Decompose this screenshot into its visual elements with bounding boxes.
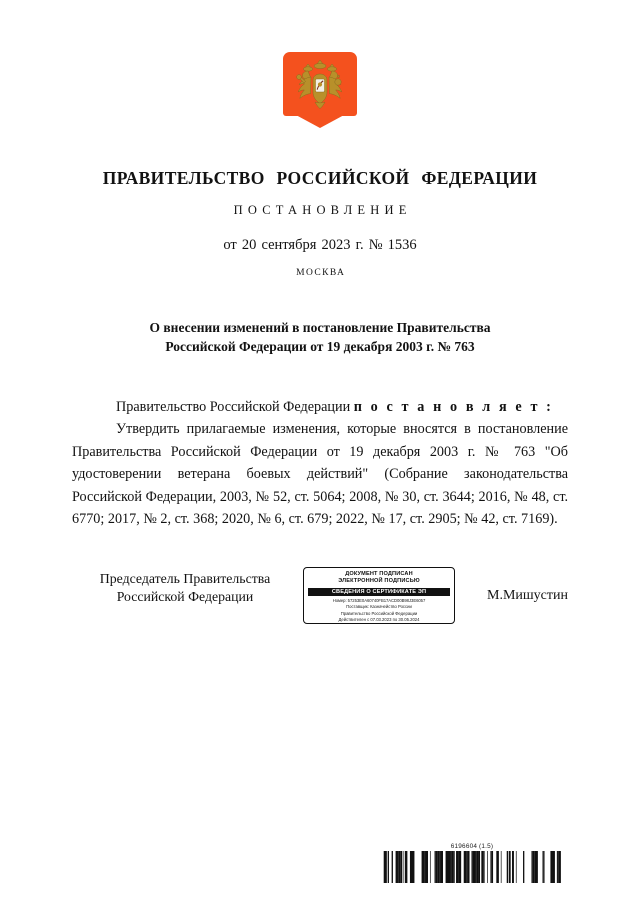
document-city: МОСКВА [296, 268, 346, 278]
stamp-certificate-bar: СВЕДЕНИЯ О СЕРТИФИКАТЕ ЭП [308, 588, 450, 597]
stamp-certificate-owner: Правительство Российской Федерации [340, 610, 418, 616]
page-title: ПРАВИТЕЛЬСТВО РОССИЙСКОЙ ФЕДЕРАЦИИ [102, 168, 538, 188]
stamp-certificate-validity: Действителен с 07.03.2023 по 30.05.2024 [338, 617, 420, 623]
document-body [72, 396, 568, 530]
signer-title-line-2: Российской Федерации [116, 589, 254, 604]
subject-line-1: О внесении изменений в постановление Правительства [149, 320, 491, 335]
subject-line-2: Российской Федерации от 19 декабря 2003 г. № 763 [165, 339, 475, 354]
stamp-certificate-details [304, 596, 454, 623]
document-kind: ПОСТАНОВЛЕНИЕ [233, 203, 412, 217]
signer-name: М.Мишустин [487, 588, 568, 603]
stamp-heading-line-1: ДОКУМЕНТ ПОДПИСАН [345, 571, 413, 577]
stamp-heading [304, 568, 454, 586]
barcode-label: 6196604 (1.5) [450, 843, 494, 850]
double-headed-eagle-icon [290, 57, 350, 117]
emblem-container [0, 52, 640, 130]
signer-title-line-1: Председатель Правительства [99, 571, 271, 586]
barcode-image [383, 851, 561, 883]
preamble-verb: п о с т а н о в л я е т : [353, 399, 554, 415]
preamble-prefix: Правительство Российской Федерации [116, 399, 354, 415]
signer-title [80, 570, 290, 606]
document-date-number: от 20 сентября 2023 г. № 1536 [223, 237, 417, 253]
stamp-certificate-number: Номер: 57253E0A60740FB17ACD00B98J3E6057 [332, 597, 426, 603]
stamp-heading-line-2: ЭЛЕКТРОННОЙ ПОДПИСЬЮ [338, 578, 420, 585]
coat-of-arms-icon [283, 52, 357, 130]
body-paragraph: Утвердить прилагаемые изменения, которые вносятся в постановление Правительства Российской Федерации от 19 декабря 2003 г. № 763 "Об удостоверении ветерана боевых действий" (Собрание законодательства Российской Федерации, 2003, № 52, ст. 5064; 2008, № 30, ст. 3644; 2016, № 48, ст. 6770; 2017, № 2, ст. 368; 2020, № 6, ст. 679; 2022, № 17, ст. 2905; № 42, ст. 7169). [72, 421, 568, 528]
document-subject [95, 318, 545, 356]
electronic-signature-stamp [303, 567, 455, 624]
signature-block [72, 570, 568, 630]
body-preamble [72, 396, 568, 418]
barcode-block [383, 843, 561, 883]
stamp-certificate-provider: Поставщик: Казначейство России [346, 604, 412, 610]
